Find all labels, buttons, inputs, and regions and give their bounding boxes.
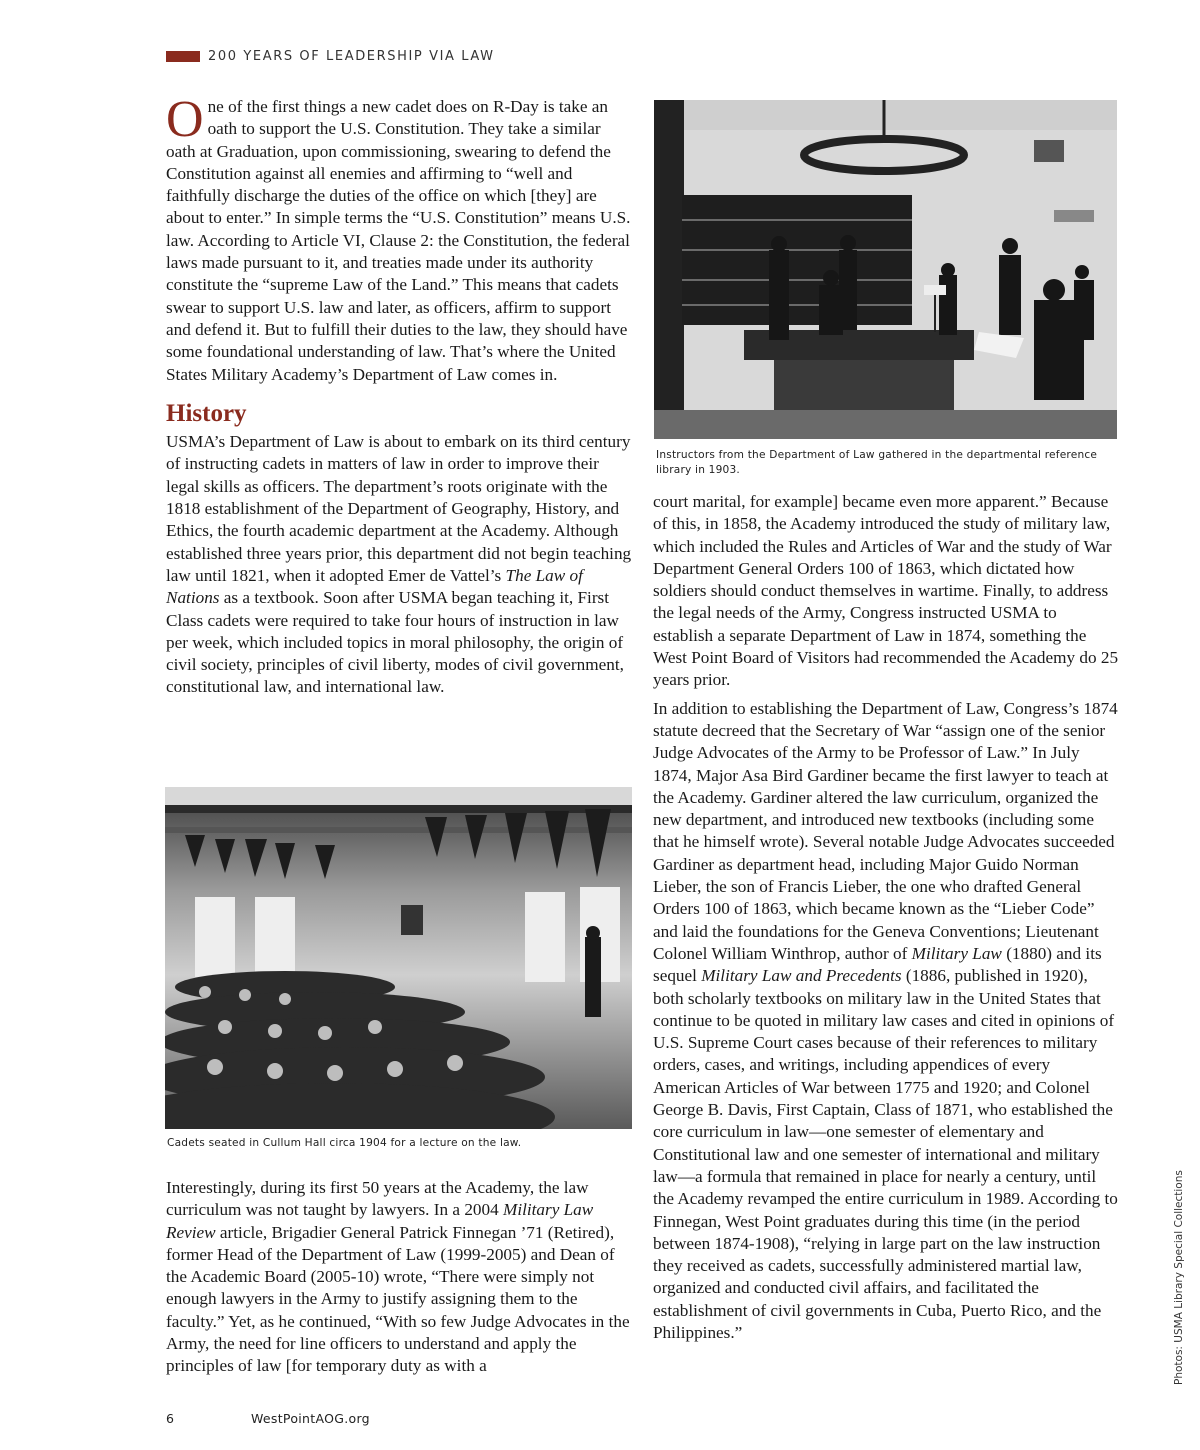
header-title: 200 YEARS OF LEADERSHIP VIA LAW [208,48,495,64]
intro-block [166,91,634,699]
intro-text: ne of the first things a new cadet does on R-Day is take an oath to support the U.S. Constitution. They take a similar oath at Graduation, upon commissioning, swearing to defend the Constitution against all enemies and affirming to “well and faithfully discharge the duties of the office on which [they] are about to enter.” In simple terms the “U.S. Constitution” means U.S. law. According to Article VI, Clause 2: the Constitution, the federal laws made pursuant to it, and treaties made under its authority constitute the “supreme Law of the Land.” This means that cadets swear to support U.S. law and later, as officers, affirm to support and defend it. But to fulfill their duties to the law, they should have some foundational understanding of law. That’s where the United States Military Academy’s Department of Law comes in. [166,97,631,384]
library-caption: Instructors from the Department of Law gathered in the departmental reference library in 1903. [656,449,1098,476]
library-photo [654,100,1117,439]
cullum-hall-caption: Cadets seated in Cullum Hall circa 1904 for a lecture on the law. [167,1137,522,1149]
footer-url: WestPointAOG.org [251,1411,370,1426]
book-title-military-law: Military Law [911,943,1002,963]
history-paragraph: USMA’s Department of Law is about to embark on its third century of instructing cadets in matters of law in order to improve their legal skills as officers. The department’s roots originate with the 1818 establishment of the Department of Geography, History, and Ethics, the fourth academic department at the Academy. Although established three years prior, this department did not begin teaching law until 1821, when it adopted Emer de Vattel’s The Law of Nations as a textbook. Soon after USMA began teaching it, First Class cadets were required to take four hours of instruction in law per week, which included topics in moral philosophy, the origin of civil society, principles of civil liberty, modes of civil government, constitutional law, and international law. [166,432,632,697]
right-paragraph-2: In addition to establishing the Department of Law, Congress’s 1874 statute decreed that the Secretary of War “assign one of the senior Judge Advocates of the Army to be Professor of Law.” In July 1874, Major Asa Bird Gardiner became the first lawyer to teach at the Academy. Gardiner altered the law curriculum, organized the new department, and introduced new textbooks (including some that he himself wrote). Several notable Judge Advocates succeeded Gardiner as department head, including Major Guido Norman Lieber, the son of Francis Lieber, the one who drafted General Orders 100 of 1863, which became known as the “Lieber Code” and laid the foundations for the Geneva Conventions; Lieutenant Colonel William Winthrop, author of Military Law (1880) and its sequel Military Law and Precedents (1886, published in 1920), both scholarly textbooks on military law in the United States that continue to be quoted in military law cases and cited in opinions of U.S. Supreme Court cases because of their references to military orders, cases, and writings, including appendices of every American Articles of War between 1775 and 1920; and Colonel George B. Davis, First Captain, Class of 1871, who established the core curriculum in law—one semester of elementary and Constitutional law and one semester of international and military law—a formula that remained in place for nearly a century, until the Academy revamped the entire curriculum in 1989. According to Finnegan, West Point graduates during this time (in the period between 1874-1908), “relying in large part on the law instruction they received as cadets, successfully administered martial law, organized and conducted civil affairs, and facilitated the establishment of civil governments in Cuba, Puerto Rico, and the Philippines.” [653,698,1118,1342]
left-bottom-paragraph: Interestingly, during its first 50 years at the Academy, the law curriculum was not taught by lawyers. In a 2004 Military Law Review article, Brigadier General Patrick Finnegan ’71 (Retired), former Head of the Department of Law (1999-2005) and Dean of the Academic Board (2005-10) wrote, “There were simply not enough lawyers in the Army to justify assigning them to the faculty.” Yet, as he continued, “With so few Judge Advocates in the Army, the need for line officers to understand and apply the principles of law [for temporary duty as with a [166,1178,630,1376]
page-number: 6 [166,1411,174,1426]
drop-cap: O [166,91,204,148]
history-heading: History [166,399,247,427]
book-title: The Law of Nations [166,565,583,608]
intro-paragraph [166,91,634,386]
left-bottom-block [166,1177,634,1378]
photo-credit: Photos: USMA Library Special Collections [1173,1170,1185,1385]
cullum-hall-photo [165,787,632,1129]
journal-title: Military Law Review [166,1200,594,1242]
book-title-precedents: Military Law and Precedents [701,966,902,986]
right-paragraph-1: court marital, for example] became even more apparent.” Because of this, in 1858, the Academy introduced the study of military law, which included the Rules and Articles of War and the study of War Department General Orders 100 of 1863, which dictated how soldiers should conduct themselves in wartime. Finally, to address the legal needs of the Army, Congress instructed USMA to establish a separate Department of Law in 1874, something the West Point Board of Visitors had recommended the Academy do 25 years prior. [653,492,1119,690]
header-accent-bar [166,51,200,62]
running-header [166,48,495,64]
right-column [653,491,1119,1344]
